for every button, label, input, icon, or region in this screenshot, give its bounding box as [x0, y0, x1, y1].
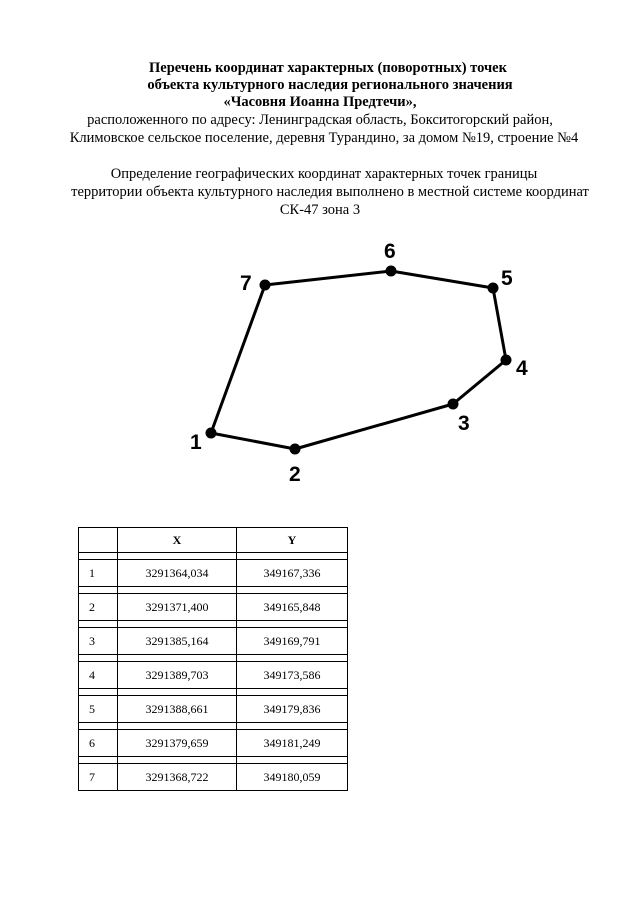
point-number-cell: 6	[79, 730, 118, 757]
x-coordinate-cell: 3291379,659	[118, 730, 237, 757]
table-row	[79, 730, 348, 757]
point-4-label: 4	[516, 357, 528, 380]
spacer-cell	[118, 587, 237, 594]
note-line-2: территории объекта культурного наследия выполнено в местной системе координат	[71, 184, 589, 200]
table-row	[79, 628, 348, 655]
spacer-cell	[79, 553, 118, 560]
table-row	[79, 560, 348, 587]
spacer-cell	[118, 621, 237, 628]
spacer-cell	[118, 723, 237, 730]
y-coordinate-cell: 349180,059	[237, 764, 348, 791]
point-number-cell: 3	[79, 628, 118, 655]
header-y: Y	[237, 528, 348, 553]
point-7-marker	[260, 280, 271, 291]
spacer-cell	[237, 655, 348, 662]
point-5-marker	[488, 283, 499, 294]
point-3-marker	[448, 399, 459, 410]
point-3-label: 3	[458, 412, 470, 435]
table-row-spacer	[79, 655, 348, 662]
spacer-cell	[79, 723, 118, 730]
spacer-cell	[79, 621, 118, 628]
table-row-spacer	[79, 621, 348, 628]
table-row-spacer	[79, 689, 348, 696]
boundary-diagram	[0, 230, 640, 500]
x-coordinate-cell: 3291371,400	[118, 594, 237, 621]
y-coordinate-cell: 349179,836	[237, 696, 348, 723]
table-body	[79, 553, 348, 791]
table-header-row	[79, 528, 348, 553]
point-6-marker	[386, 266, 397, 277]
y-coordinate-cell: 349165,848	[237, 594, 348, 621]
y-coordinate-cell: 349167,336	[237, 560, 348, 587]
note-line-1: Определение географических координат характерных точек границы	[110, 166, 538, 182]
point-2-label: 2	[289, 463, 301, 486]
spacer-cell	[118, 757, 237, 764]
spacer-cell	[237, 689, 348, 696]
table-row-spacer	[79, 553, 348, 560]
x-coordinate-cell: 3291364,034	[118, 560, 237, 587]
point-number-cell: 5	[79, 696, 118, 723]
point-number-cell: 2	[79, 594, 118, 621]
point-7-label: 7	[240, 272, 252, 295]
title-line-2: объекта культурного наследия регионального значения	[147, 77, 513, 93]
point-6-label: 6	[384, 240, 396, 263]
point-number-cell: 4	[79, 662, 118, 689]
table-row	[79, 696, 348, 723]
point-number-cell: 7	[79, 764, 118, 791]
address-line-1: расположенного по адресу: Ленинградская область, Бокситогорский район,	[87, 112, 553, 128]
spacer-cell	[118, 655, 237, 662]
table-row-spacer	[79, 587, 348, 594]
spacer-cell	[237, 621, 348, 628]
table-row-spacer	[79, 757, 348, 764]
y-coordinate-cell: 349173,586	[237, 662, 348, 689]
table-row	[79, 662, 348, 689]
header-x: X	[118, 528, 237, 553]
spacer-cell	[79, 689, 118, 696]
header-number-cell	[79, 528, 118, 553]
point-4-marker	[501, 355, 512, 366]
x-coordinate-cell: 3291389,703	[118, 662, 237, 689]
spacer-cell	[237, 723, 348, 730]
point-1-marker	[206, 428, 217, 439]
table-row	[79, 594, 348, 621]
table-row	[79, 764, 348, 791]
coordinates-table	[78, 527, 348, 791]
x-coordinate-cell: 3291385,164	[118, 628, 237, 655]
point-number-cell: 1	[79, 560, 118, 587]
spacer-cell	[79, 655, 118, 662]
point-5-label: 5	[501, 267, 513, 290]
spacer-cell	[118, 553, 237, 560]
spacer-cell	[237, 553, 348, 560]
title-line-1: Перечень координат характерных (поворотных) точек	[149, 60, 507, 76]
note-line-3: СК-47 зона 3	[279, 202, 361, 218]
spacer-cell	[237, 757, 348, 764]
spacer-cell	[79, 757, 118, 764]
point-1-label: 1	[190, 431, 202, 454]
table-row-spacer	[79, 723, 348, 730]
x-coordinate-cell: 3291368,722	[118, 764, 237, 791]
title-line-3: «Часовня Иоанна Предтечи»,	[223, 94, 417, 110]
spacer-cell	[237, 587, 348, 594]
y-coordinate-cell: 349169,791	[237, 628, 348, 655]
spacer-cell	[118, 689, 237, 696]
x-coordinate-cell: 3291388,661	[118, 696, 237, 723]
point-2-marker	[290, 444, 301, 455]
y-coordinate-cell: 349181,249	[237, 730, 348, 757]
spacer-cell	[79, 587, 118, 594]
address-line-2: Климовское сельское поселение, деревня Турандино, за домом №19, строение №4	[69, 130, 579, 146]
